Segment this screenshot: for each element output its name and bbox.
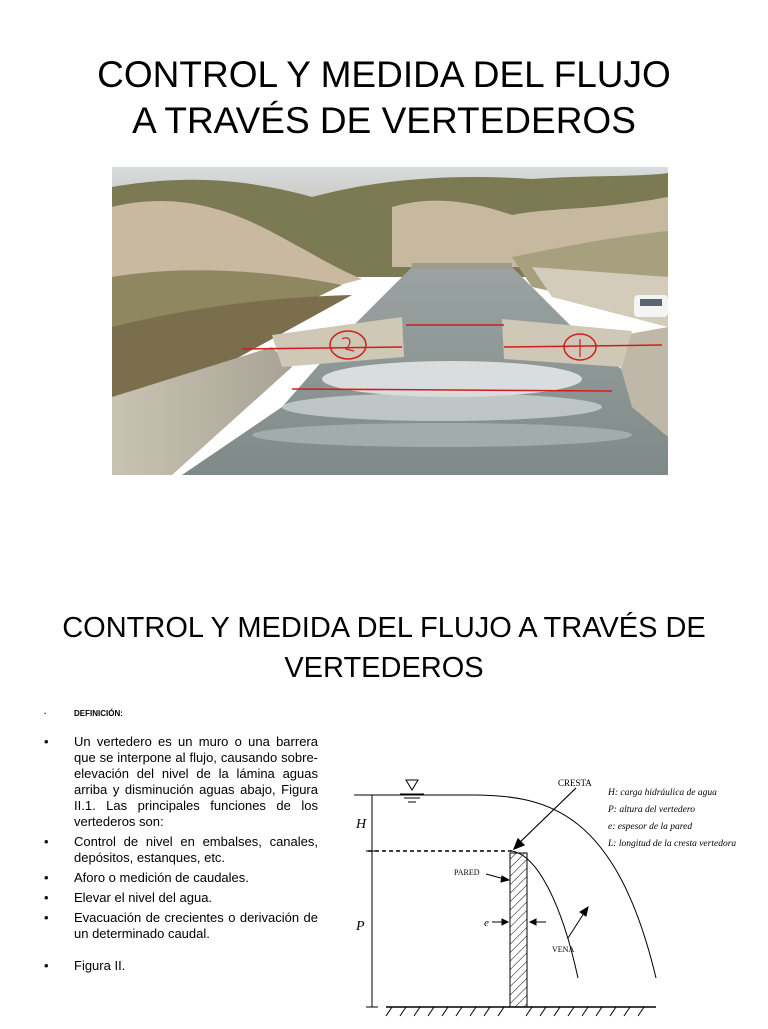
bullet: • (44, 910, 49, 925)
definition-heading: DEFINICIÓN: (74, 709, 123, 718)
list-item (40, 870, 318, 886)
list-item (40, 958, 318, 974)
label-e: e (484, 917, 489, 929)
dimension-H (366, 795, 378, 851)
bullet: • (44, 834, 49, 849)
slide-2-title-line1: CONTROL Y MEDIDA DEL FLUJO A TRAVÉS DE (62, 612, 706, 644)
label-pared: PARED (454, 868, 480, 877)
definition-text: Un vertedero es un muro o una barrera que se interpone al flujo, causando sobre-elevación del nivel de la lámina aguas arriba y disminución aguas abajo, Figura II.1. Las principales funciones de los vertederos son: (74, 734, 318, 829)
free-surface-icon (400, 780, 424, 802)
bullet: • (44, 734, 49, 749)
bullet: • (44, 870, 49, 885)
list-item (40, 834, 318, 866)
label-vena: VENA (552, 945, 575, 954)
bullet: • (44, 958, 49, 973)
list-item (40, 734, 318, 830)
definition-list (40, 708, 318, 974)
function-item: Control de nivel en embalses, canales, depósitos, estanques, etc. (74, 834, 318, 865)
label-cresta: CRESTA (558, 778, 592, 788)
figure-reference: Figura II. (74, 958, 126, 973)
list-item (40, 708, 318, 720)
slide-2 (0, 512, 768, 1024)
diagram-legend (607, 788, 736, 849)
bullet: • (44, 890, 49, 905)
slide-1-title-line2: A TRAVÉS DE VERTEDEROS (132, 100, 636, 141)
legend-e: e: espesor de la pared (608, 822, 693, 832)
ground-hatch (386, 1007, 644, 1016)
slide-1 (0, 0, 768, 512)
label-P: P (356, 919, 365, 934)
slide-1-title (0, 52, 768, 144)
dimension-P (366, 851, 378, 1007)
legend-L: L: longitud de la cresta vertedora (608, 839, 737, 849)
label-H: H (356, 817, 367, 832)
bullet: · (44, 709, 47, 718)
slide-2-title-line2: VERTEDEROS (284, 652, 484, 684)
legend-P: P: altura del vertedero (608, 805, 695, 815)
function-item: Aforo o medición de caudales. (74, 870, 249, 885)
legend-H: H: carga hidráulica de agua (608, 788, 717, 798)
function-item: Elevar el nivel del agua. (74, 890, 213, 905)
weir-canal-photo (112, 167, 668, 475)
list-item (40, 890, 318, 906)
vena-arrow (568, 907, 588, 938)
slide-2-title (40, 608, 728, 688)
slide-1-title-line1: CONTROL Y MEDIDA DEL FLUJO (97, 54, 671, 95)
cresta-arrow (514, 788, 576, 849)
function-item: Evacuación de crecientes o derivación de un determinado caudal. (74, 910, 318, 941)
weir-wall (510, 853, 527, 1007)
pared-arrow (486, 874, 509, 882)
weir-diagram (346, 760, 756, 1024)
list-item (40, 910, 318, 942)
